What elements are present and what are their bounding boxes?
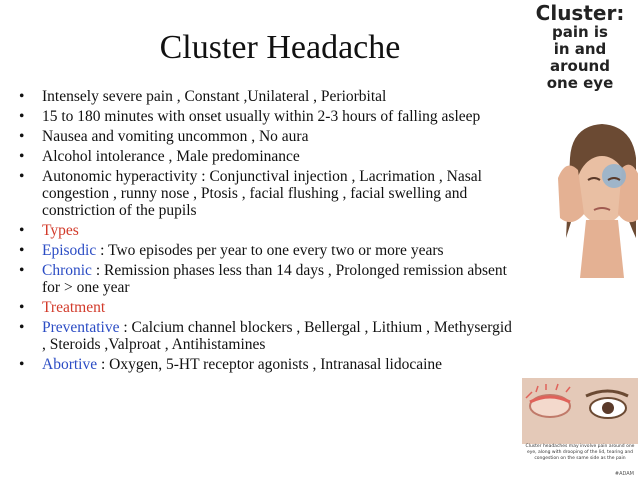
bullet-text: : Oxygen, 5-HT receptor agonists , Intranasal lidocaine bbox=[97, 356, 443, 373]
illustration-caption: Cluster: pain is in and around one eye bbox=[535, 1, 625, 92]
bullet-list bbox=[19, 88, 519, 376]
bullet-text: 15 to 180 minutes with onset usually within 2-3 hours of falling asleep bbox=[42, 108, 481, 125]
bullet-item: • Alcohol intolerance , Male predominance bbox=[19, 148, 300, 165]
bullet-text: Autonomic hyperactivity : Conjunctival injection , Lacrimation , Nasal congestion , runny nose , Ptosis , facial flushing , facial swelling and constriction of the pupils bbox=[42, 168, 482, 219]
bullet-text: : Two episodes per year to one every two or more years bbox=[96, 242, 444, 259]
illustration-panel bbox=[522, 0, 638, 479]
bullet-label: Abortive bbox=[42, 356, 98, 373]
bullet-text: : Calcium channel blockers , Bellergal , Lithium , Methysergid , Steroids ,Valproat , Antihistamines bbox=[42, 319, 512, 353]
bullet-item: • Abortive : Oxygen, 5-HT receptor agonists , Intranasal lidocaine bbox=[19, 356, 443, 373]
bullet-text: Nausea and vomiting uncommon , No aura bbox=[42, 128, 309, 145]
bullet-label: Types bbox=[42, 222, 79, 239]
bullet-item: • Episodic : Two episodes per year to one every two or more years bbox=[19, 242, 444, 259]
bullet-item: • Preventative : Calcium channel blockers , Bellergal , Lithium , Methysergid , Steroids ,Valproat , Antihistamines bbox=[19, 319, 512, 353]
bullet-item: • Chronic : Remission phases less than 14 days , Prolonged remission absent for > one year bbox=[19, 262, 507, 296]
bullet-text: Intensely severe pain , Constant ,Unilateral , Periorbital bbox=[42, 88, 387, 105]
eye-illustration-icon bbox=[522, 378, 638, 444]
bullet-label: Episodic bbox=[42, 242, 97, 259]
eye-closeup-image bbox=[522, 378, 638, 478]
bullet-text: Alcohol intolerance , Male predominance bbox=[42, 148, 300, 165]
bullet-label: Chronic bbox=[42, 262, 92, 279]
headache-person-image bbox=[552, 118, 638, 278]
image-credit: #ADAM bbox=[614, 471, 634, 477]
slide-title: Cluster Headache bbox=[159, 29, 401, 66]
illustration-small-caption: Cluster headaches may involve pain around one eye, along with drooping of the lid, tearing and congestion on the same side as the pain bbox=[525, 444, 635, 461]
bullet-text: : Remission phases less than 14 days , Prolonged remission absent for > one year bbox=[42, 262, 507, 296]
bullet-item: • Intensely severe pain , Constant ,Unilateral , Periorbital bbox=[19, 88, 387, 105]
bullet-item: • Types bbox=[19, 222, 79, 239]
bullet-label: Preventative bbox=[42, 319, 120, 336]
bullet-item: • Autonomic hyperactivity : Conjunctival injection , Lacrimation , Nasal congestion , runny nose , Ptosis , facial flushing , facial swelling and constriction of the pupils bbox=[19, 168, 482, 219]
bullet-item: • 15 to 180 minutes with onset usually within 2-3 hours of falling asleep bbox=[19, 108, 481, 125]
face-illustration-icon bbox=[552, 118, 638, 278]
bullet-label: Treatment bbox=[42, 299, 106, 316]
bullet-item: • Treatment bbox=[19, 299, 106, 316]
bullet-item: • Nausea and vomiting uncommon , No aura bbox=[19, 128, 309, 145]
